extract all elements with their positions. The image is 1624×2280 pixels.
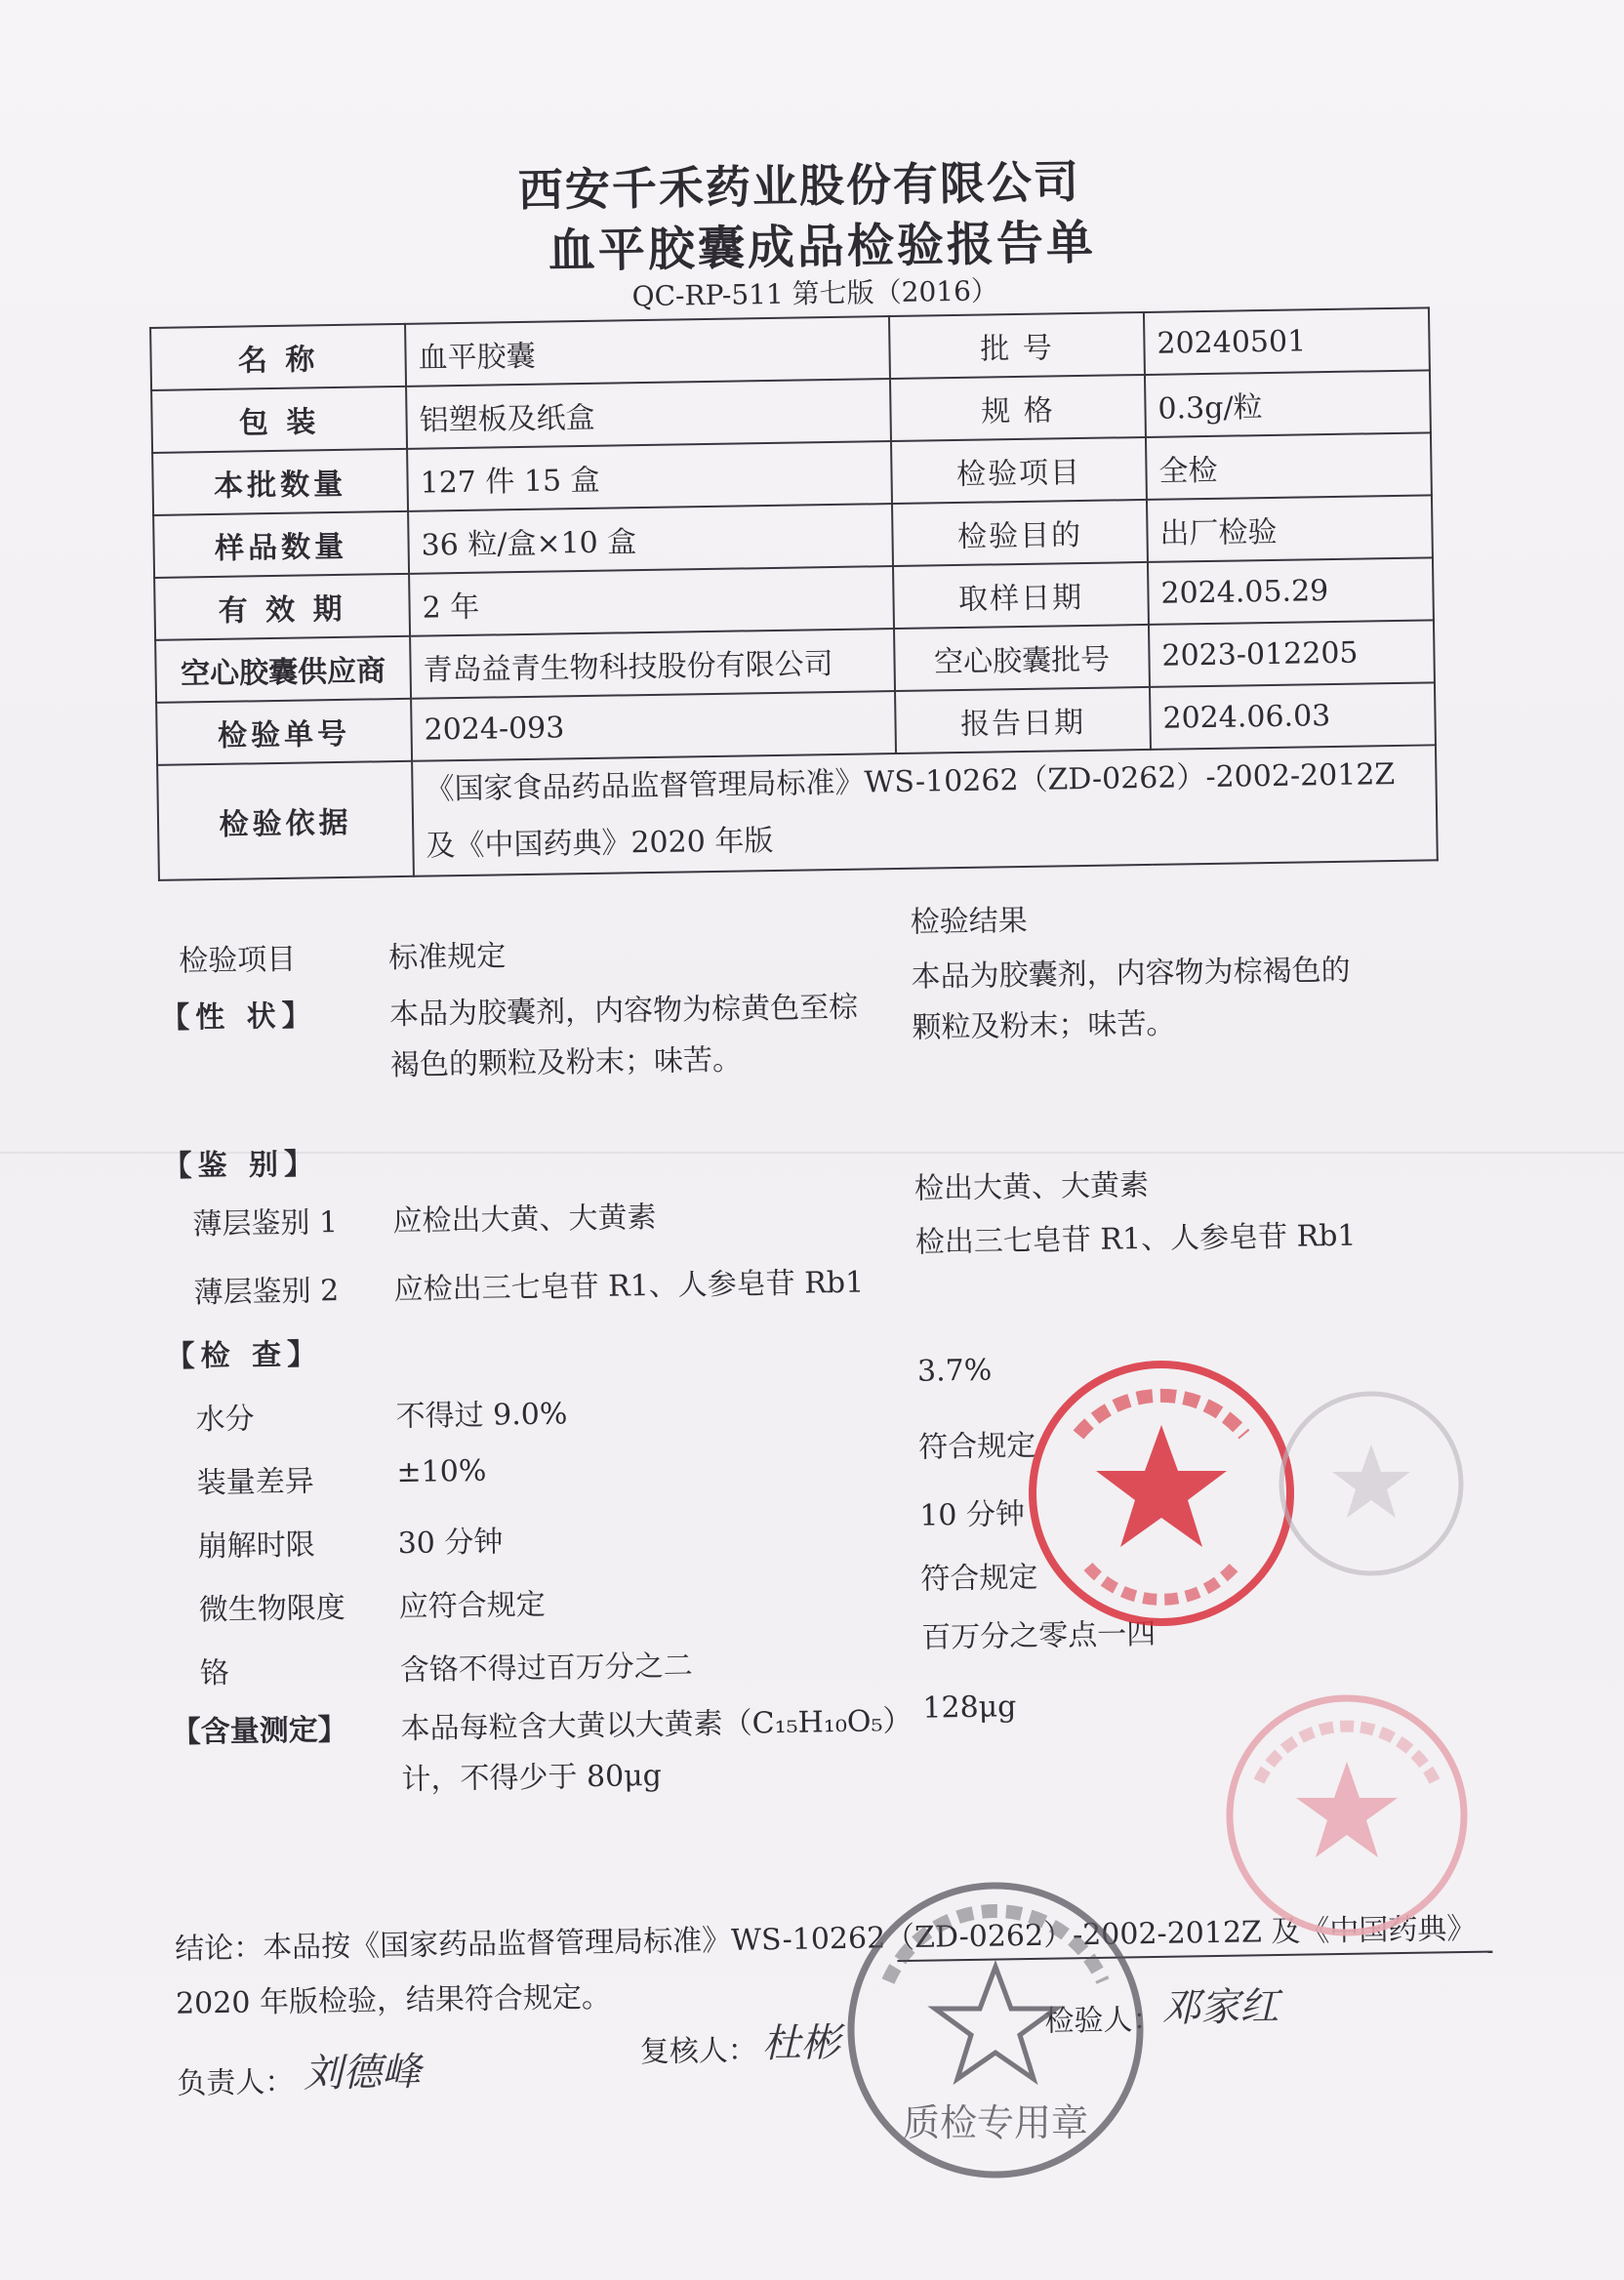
col-standard-header: 标准规定	[387, 939, 507, 976]
assay-standard-line-1: 本品每粒含大黄以大黄素（C₁₅H₁₀O₅）	[400, 1703, 913, 1747]
basis-value	[412, 745, 1438, 875]
company-name: 西安千禾药业股份有限公司	[517, 154, 1081, 218]
batch-qty-label: 本批数量	[152, 449, 408, 515]
assay-standard	[400, 1696, 913, 1806]
inspector-signature: 邓家红	[1160, 1984, 1279, 2031]
report-title: 血平胶囊成品检验报告单	[548, 215, 1097, 279]
basis-line-2: 及《中国药典》2020 年版	[426, 824, 774, 864]
tlc2-standard: 应检出三七皂苷 R1、人参皂苷 Rb1	[393, 1265, 865, 1308]
supplier-label: 空心胶囊供应商	[155, 636, 411, 703]
spec-value: 0.3g/粒	[1145, 370, 1431, 437]
batch-value: 20240501	[1144, 307, 1430, 375]
col-result-header: 检验结果	[910, 903, 1029, 940]
disintegration-result: 10 分钟	[919, 1497, 1026, 1533]
document-code: QC-RP-511 第七版（2016）	[631, 274, 999, 313]
appearance-standard-line-1: 本品为胶囊剂，内容物为棕黄色至棕	[388, 990, 859, 1033]
test-no-value: 2024-093	[411, 691, 896, 761]
sampling-date-value: 2024.05.29	[1148, 557, 1434, 625]
basis-line-1: 《国家食品药品监督管理局标准》WS-10262（ZD-0262）-2002-2012Z	[425, 756, 1396, 807]
sample-qty-value: 36 粒/盒×10 盒	[408, 504, 893, 574]
microbial-standard: 应符合规定	[398, 1587, 546, 1625]
qc-seal-label: 质检专用章	[902, 2101, 1089, 2144]
moisture-label: 水分	[195, 1402, 255, 1438]
sample-qty-label: 样品数量	[153, 511, 409, 578]
validity-value: 2 年	[409, 566, 894, 636]
name-value: 血平胶囊	[405, 316, 890, 387]
reviewer-signature: 杜彬	[761, 2020, 841, 2067]
purpose-value: 出厂检验	[1147, 495, 1433, 562]
moisture-standard: 不得过 9.0%	[395, 1397, 568, 1435]
test-item-label: 检验项目	[891, 437, 1147, 504]
microbial-label: 微生物限度	[198, 1590, 345, 1628]
report-date-value: 2024.06.03	[1150, 682, 1436, 750]
supplier-value: 青岛益青生物科技股份有限公司	[410, 629, 895, 699]
responsible-signature: 刘德峰	[303, 2049, 422, 2097]
appearance-standard-line-2: 褐色的颗粒及粉末；味苦。	[389, 1042, 743, 1083]
tlc2-label: 薄层鉴别 2	[193, 1274, 340, 1311]
appearance-standard	[389, 982, 899, 1091]
basis-label: 检验依据	[157, 761, 414, 880]
tlc1-result: 检出大黄、大黄素	[914, 1168, 1150, 1206]
report-document	[146, 116, 1476, 2128]
appearance-section: 【性 状】	[159, 998, 317, 1036]
assay-standard-line-2: 计，不得少于 80μg	[401, 1758, 663, 1798]
inspection-section: 【检 查】	[165, 1337, 323, 1374]
col-item-header: 检验项目	[179, 942, 297, 979]
results-section	[159, 903, 1457, 1798]
conclusion-line-2: 2020 年版检验，结果符合规定。	[175, 1979, 612, 2021]
chromium-result: 百万分之零点一四	[920, 1616, 1157, 1655]
tlc1-label: 薄层鉴别 1	[192, 1205, 339, 1242]
purpose-label: 检验目的	[892, 500, 1148, 566]
assay-result: 128μg	[922, 1690, 1017, 1726]
appearance-result-line-1: 本品为胶囊剂，内容物为棕褐色的	[911, 953, 1351, 995]
tlc1-standard: 应检出大黄、大黄素	[392, 1200, 657, 1240]
sampling-date-label: 取样日期	[893, 562, 1149, 629]
microbial-result: 符合规定	[920, 1560, 1038, 1597]
responsible-label: 负责人：	[177, 2064, 295, 2101]
identification-section: 【鉴 别】	[162, 1147, 320, 1184]
chromium-standard: 含铬不得过百万分之二	[399, 1649, 693, 1689]
capsule-batch-value: 2023-012205	[1149, 620, 1435, 687]
name-label: 名 称	[150, 324, 406, 390]
package-label: 包 装	[151, 387, 407, 453]
test-no-label: 检验单号	[156, 699, 412, 765]
fill-label: 装量差异	[196, 1464, 314, 1501]
inspector-label: 检验人：	[1044, 2002, 1162, 2039]
package-value: 铝塑板及纸盒	[406, 379, 891, 449]
fill-standard: ±10%	[396, 1453, 487, 1490]
disintegration-standard: 30 分钟	[397, 1525, 504, 1562]
tlc2-result: 检出三七皂苷 R1、人参皂苷 Rb1	[914, 1218, 1357, 1260]
capsule-batch-label: 空心胶囊批号	[894, 625, 1150, 691]
appearance-result	[911, 944, 1440, 1053]
conclusion-line-1: 结论：本品按《国家药品监督管理局标准》WS-10262（ZD-0262）-2002-2012Z 及《中国药典》	[174, 1911, 1477, 1967]
chromium-label: 铬	[199, 1655, 230, 1691]
info-table	[149, 306, 1439, 881]
reviewer-label: 复核人：	[639, 2033, 758, 2070]
fill-result: 符合规定	[917, 1428, 1036, 1465]
spec-label: 规 格	[890, 375, 1146, 441]
appearance-result-line-2: 颗粒及粉末；味苦。	[912, 1006, 1176, 1045]
disintegration-label: 崩解时限	[197, 1527, 315, 1565]
report-date-label: 报告日期	[895, 687, 1151, 753]
batch-qty-value: 127 件 15 盒	[407, 441, 892, 511]
validity-label: 有 效 期	[154, 574, 410, 640]
moisture-result: 3.7%	[916, 1353, 993, 1389]
test-item-value: 全检	[1146, 432, 1432, 500]
batch-label: 批 号	[889, 312, 1145, 379]
assay-section: 【含量测定】	[171, 1712, 347, 1750]
